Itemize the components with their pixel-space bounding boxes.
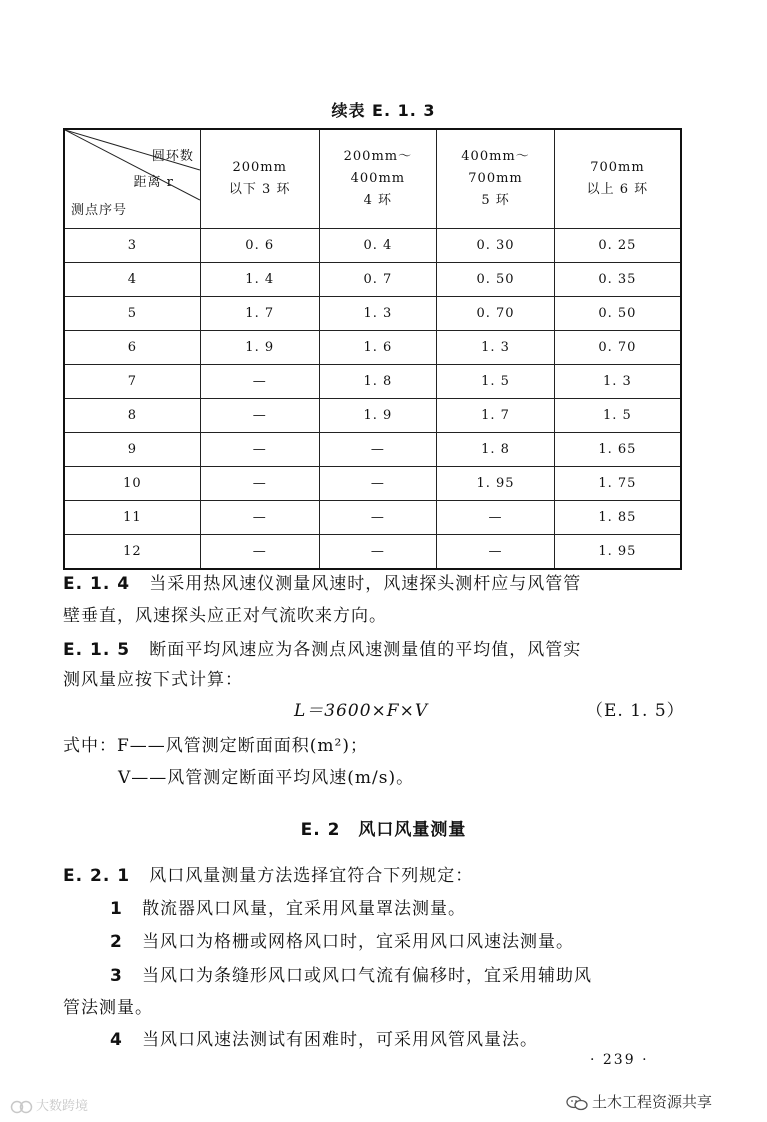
table-cell: 1. 7 xyxy=(200,297,319,331)
clause-text: 风口风量测量方法选择宜符合下列规定： xyxy=(149,866,474,886)
table-cell: — xyxy=(319,467,437,501)
table-cell: 1. 7 xyxy=(437,399,555,433)
table-cell: 1. 85 xyxy=(554,501,681,535)
formula-number: （E. 1. 5） xyxy=(586,701,685,721)
table-cell: 1. 3 xyxy=(319,297,437,331)
table-cell: 1. 8 xyxy=(437,433,555,467)
clause-number: E. 2. 1 xyxy=(63,866,131,886)
table-cell: 0. 30 xyxy=(437,229,555,263)
table-row xyxy=(64,297,681,331)
table-cell: 1. 5 xyxy=(437,365,555,399)
clause-number: E. 1. 5 xyxy=(63,640,131,660)
table-cell: 0. 7 xyxy=(319,263,437,297)
clause-e14-line2: 壁垂直，风速探头应正对气流吹来方向。 xyxy=(63,606,387,626)
table-cell: — xyxy=(437,535,555,570)
table-cell: 1. 5 xyxy=(554,399,681,433)
table-cell: — xyxy=(319,535,437,570)
table-cell: 1. 6 xyxy=(319,331,437,365)
table-cell: — xyxy=(319,501,437,535)
table-cell: 8 xyxy=(64,399,200,433)
table-cell: — xyxy=(437,501,555,535)
clause-e14-line1 xyxy=(63,568,581,600)
diag-label-distance: 距离 r xyxy=(133,175,174,190)
watermark-left-text: 大数跨境 xyxy=(36,1099,89,1114)
table-row xyxy=(64,501,681,535)
list-item-continuation: 管法测量。 xyxy=(63,998,153,1018)
watermark-right-text: 土木工程资源共享 xyxy=(592,1093,713,1111)
list-item: 1 散流器风口风量，宜采用风量罩法测量。 xyxy=(110,899,467,919)
table-cell: 1. 65 xyxy=(554,433,681,467)
clause-e15-line2: 测风量应按下式计算： xyxy=(63,670,243,690)
table-cell: 0. 70 xyxy=(554,331,681,365)
clause-text: 断面平均风速应为各测点风速测量值的平均值，风管实 xyxy=(149,640,582,660)
variable-v-definition: V——风管测定断面平均风速(m/s)。 xyxy=(118,768,415,788)
table-row xyxy=(64,229,681,263)
table-cell: 1. 75 xyxy=(554,467,681,501)
table-cell: 4 xyxy=(64,263,200,297)
table-row xyxy=(64,263,681,297)
table-cell: 0. 70 xyxy=(437,297,555,331)
data-table xyxy=(63,128,682,570)
table-cell: 0. 25 xyxy=(554,229,681,263)
table-cell: 1. 4 xyxy=(200,263,319,297)
table-caption: 续表 E. 1. 3 xyxy=(331,101,436,120)
clause-text: 当采用热风速仪测量风速时，风速探头测杆应与风管管 xyxy=(149,574,582,594)
table-row xyxy=(64,365,681,399)
diag-label-point-index: 测点序号 xyxy=(71,203,128,218)
clause-e15-line1 xyxy=(63,634,581,666)
table-cell: 1. 3 xyxy=(554,365,681,399)
table-cell: — xyxy=(200,501,319,535)
table-row xyxy=(64,535,681,570)
watermark-right xyxy=(566,1091,712,1112)
table-cell: 12 xyxy=(64,535,200,570)
col-header-2: 200mm～ 400mm 4 环 xyxy=(319,129,437,229)
clause-number: E. 1. 4 xyxy=(63,574,131,594)
table-row xyxy=(64,331,681,365)
table-cell: 1. 3 xyxy=(437,331,555,365)
table-cell: — xyxy=(200,365,319,399)
watermark-left xyxy=(10,1095,88,1114)
table-cell: 1. 8 xyxy=(319,365,437,399)
table-cell: — xyxy=(200,433,319,467)
section-title: E. 2 风口风量测量 xyxy=(300,820,467,840)
table-cell: 7 xyxy=(64,365,200,399)
table-cell: 0. 50 xyxy=(554,297,681,331)
list-item: 3 当风口为条缝形风口或风口气流有偏移时，宜采用辅助风 xyxy=(110,966,593,986)
table-cell: 1. 95 xyxy=(437,467,555,501)
table-cell: — xyxy=(200,399,319,433)
table-cell: 0. 6 xyxy=(200,229,319,263)
table-cell: 3 xyxy=(64,229,200,263)
diag-label-rings: 圆环数 xyxy=(151,149,194,164)
table-cell: — xyxy=(200,467,319,501)
table-cell: 1. 95 xyxy=(554,535,681,570)
table-cell: 11 xyxy=(64,501,200,535)
diagonal-header-cell xyxy=(64,129,200,229)
table-cell: 0. 4 xyxy=(319,229,437,263)
list-item: 2 当风口为格栅或网格风口时，宜采用风口风速法测量。 xyxy=(110,932,575,952)
clause-e21 xyxy=(63,860,473,892)
col-header-3: 400mm～ 700mm 5 环 xyxy=(437,129,555,229)
table-cell: 1. 9 xyxy=(319,399,437,433)
table-row xyxy=(64,433,681,467)
table-cell: — xyxy=(319,433,437,467)
table-cell: 0. 50 xyxy=(437,263,555,297)
wechat-icon xyxy=(566,1095,588,1111)
table-cell: 9 xyxy=(64,433,200,467)
table-row xyxy=(64,467,681,501)
col-header-1: 200mm 以下 3 环 xyxy=(200,129,319,229)
table-cell: 10 xyxy=(64,467,200,501)
table-cell: 5 xyxy=(64,297,200,331)
table-row xyxy=(64,399,681,433)
header-row xyxy=(64,129,681,229)
table-cell: 6 xyxy=(64,331,200,365)
variable-f-definition: 式中：F——风管测定断面面积(m²)； xyxy=(63,736,368,756)
logo-icon xyxy=(10,1100,34,1114)
list-item: 4 当风口风速法测试有困难时，可采用风管风量法。 xyxy=(110,1030,539,1050)
table-cell: — xyxy=(200,535,319,570)
table-cell: 1. 9 xyxy=(200,331,319,365)
col-header-4: 700mm 以上 6 环 xyxy=(554,129,681,229)
formula: L＝3600×F×V xyxy=(294,701,429,721)
page-number: · 239 · xyxy=(590,1052,649,1068)
table-cell: 0. 35 xyxy=(554,263,681,297)
